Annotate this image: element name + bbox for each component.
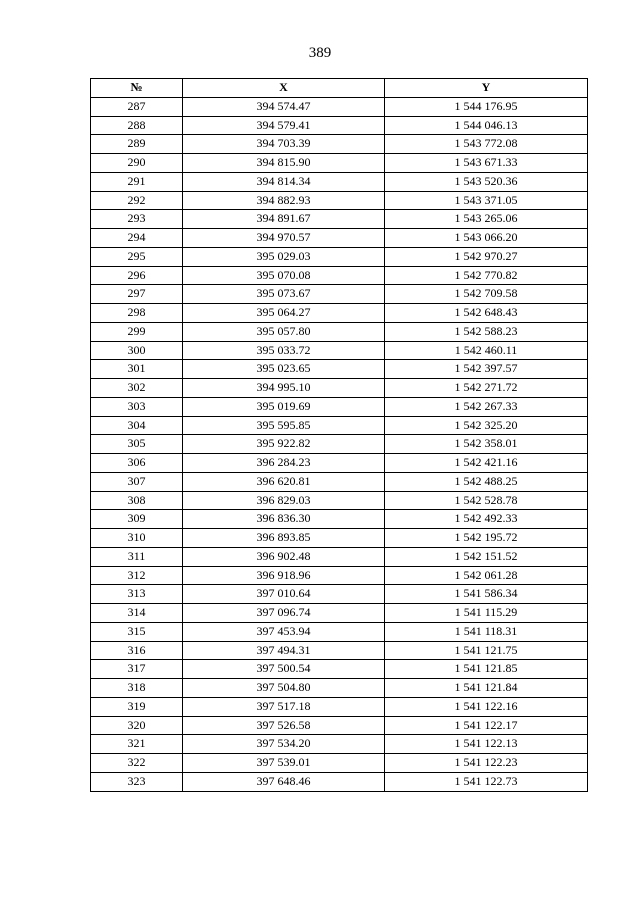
table-row: [91, 416, 588, 435]
cell-x: 395 073.67: [183, 285, 385, 304]
table-row: [91, 172, 588, 191]
cell-x: 394 574.47: [183, 97, 385, 116]
cell-x: 397 534.20: [183, 735, 385, 754]
table-row: [91, 247, 588, 266]
cell-y: 1 542 271.72: [385, 379, 588, 398]
cell-x: 395 029.03: [183, 247, 385, 266]
cell-x: 397 010.64: [183, 585, 385, 604]
cell-y: 1 542 397.57: [385, 360, 588, 379]
cell-y: 1 541 122.16: [385, 697, 588, 716]
cell-y: 1 541 586.34: [385, 585, 588, 604]
cell-number: 304: [91, 416, 183, 435]
cell-y: 1 543 265.06: [385, 210, 588, 229]
cell-y: 1 542 528.78: [385, 491, 588, 510]
cell-y: 1 542 648.43: [385, 304, 588, 323]
cell-y: 1 544 046.13: [385, 116, 588, 135]
coordinates-table: [90, 78, 588, 792]
table-row: [91, 491, 588, 510]
cell-x: 394 579.41: [183, 116, 385, 135]
cell-x: 396 902.48: [183, 547, 385, 566]
cell-y: 1 544 176.95: [385, 97, 588, 116]
cell-number: 294: [91, 229, 183, 248]
cell-number: 301: [91, 360, 183, 379]
cell-x: 395 019.69: [183, 397, 385, 416]
cell-y: 1 541 115.29: [385, 604, 588, 623]
cell-number: 313: [91, 585, 183, 604]
cell-x: 396 829.03: [183, 491, 385, 510]
table-row: [91, 435, 588, 454]
cell-x: 394 970.57: [183, 229, 385, 248]
table-row: [91, 529, 588, 548]
cell-y: 1 543 066.20: [385, 229, 588, 248]
cell-number: 308: [91, 491, 183, 510]
table-row: [91, 266, 588, 285]
cell-y: 1 541 122.17: [385, 716, 588, 735]
cell-number: 303: [91, 397, 183, 416]
cell-x: 395 922.82: [183, 435, 385, 454]
cell-y: 1 541 121.75: [385, 641, 588, 660]
table-row: [91, 135, 588, 154]
cell-x: 395 595.85: [183, 416, 385, 435]
cell-y: 1 542 151.52: [385, 547, 588, 566]
cell-number: 310: [91, 529, 183, 548]
cell-x: 397 648.46: [183, 772, 385, 791]
cell-y: 1 543 772.08: [385, 135, 588, 154]
cell-number: 296: [91, 266, 183, 285]
cell-number: 322: [91, 754, 183, 773]
table-row: [91, 679, 588, 698]
table-row: [91, 510, 588, 529]
table-row: [91, 604, 588, 623]
table-row: [91, 566, 588, 585]
cell-number: 307: [91, 472, 183, 491]
cell-x: 395 070.08: [183, 266, 385, 285]
cell-number: 288: [91, 116, 183, 135]
table-row: [91, 285, 588, 304]
header-x: X: [183, 79, 385, 98]
cell-x: 397 526.58: [183, 716, 385, 735]
cell-y: 1 542 325.20: [385, 416, 588, 435]
cell-y: 1 541 122.73: [385, 772, 588, 791]
table-row: [91, 154, 588, 173]
page-number: 389: [308, 45, 332, 61]
cell-number: 312: [91, 566, 183, 585]
cell-number: 291: [91, 172, 183, 191]
cell-number: 306: [91, 454, 183, 473]
cell-number: 314: [91, 604, 183, 623]
cell-y: 1 542 488.25: [385, 472, 588, 491]
table-row: [91, 585, 588, 604]
table-row: [91, 210, 588, 229]
table-row: [91, 341, 588, 360]
cell-number: 305: [91, 435, 183, 454]
cell-y: 1 543 371.05: [385, 191, 588, 210]
cell-number: 320: [91, 716, 183, 735]
cell-y: 1 542 588.23: [385, 322, 588, 341]
cell-number: 289: [91, 135, 183, 154]
table-row: [91, 304, 588, 323]
cell-number: 299: [91, 322, 183, 341]
table-row: [91, 772, 588, 791]
table-row: [91, 229, 588, 248]
cell-x: 395 023.65: [183, 360, 385, 379]
table-row: [91, 379, 588, 398]
table-row: [91, 191, 588, 210]
cell-y: 1 542 460.11: [385, 341, 588, 360]
table-row: [91, 397, 588, 416]
cell-y: 1 542 770.82: [385, 266, 588, 285]
cell-x: 394 703.39: [183, 135, 385, 154]
cell-number: 321: [91, 735, 183, 754]
table-row: [91, 716, 588, 735]
table-row: [91, 547, 588, 566]
cell-y: 1 542 970.27: [385, 247, 588, 266]
cell-y: 1 543 520.36: [385, 172, 588, 191]
cell-y: 1 541 121.85: [385, 660, 588, 679]
cell-y: 1 542 061.28: [385, 566, 588, 585]
cell-x: 395 033.72: [183, 341, 385, 360]
cell-y: 1 542 421.16: [385, 454, 588, 473]
cell-number: 317: [91, 660, 183, 679]
cell-number: 298: [91, 304, 183, 323]
cell-x: 397 096.74: [183, 604, 385, 623]
cell-number: 290: [91, 154, 183, 173]
cell-number: 302: [91, 379, 183, 398]
cell-x: 394 882.93: [183, 191, 385, 210]
table-body: [91, 97, 588, 791]
cell-x: 397 504.80: [183, 679, 385, 698]
cell-number: 316: [91, 641, 183, 660]
table-row: [91, 660, 588, 679]
header-number: №: [91, 79, 183, 98]
cell-x: 397 517.18: [183, 697, 385, 716]
table-row: [91, 697, 588, 716]
header-y: Y: [385, 79, 588, 98]
table-row: [91, 454, 588, 473]
cell-number: 319: [91, 697, 183, 716]
table-row: [91, 360, 588, 379]
cell-number: 315: [91, 622, 183, 641]
cell-x: 394 815.90: [183, 154, 385, 173]
cell-number: 295: [91, 247, 183, 266]
cell-x: 394 814.34: [183, 172, 385, 191]
cell-x: 394 891.67: [183, 210, 385, 229]
cell-x: 396 284.23: [183, 454, 385, 473]
cell-number: 300: [91, 341, 183, 360]
cell-number: 297: [91, 285, 183, 304]
table-row: [91, 472, 588, 491]
table-row: [91, 735, 588, 754]
cell-x: 394 995.10: [183, 379, 385, 398]
cell-y: 1 541 122.23: [385, 754, 588, 773]
cell-y: 1 542 492.33: [385, 510, 588, 529]
table-header-row: [91, 79, 588, 98]
table-row: [91, 641, 588, 660]
cell-y: 1 543 671.33: [385, 154, 588, 173]
cell-x: 396 620.81: [183, 472, 385, 491]
cell-y: 1 541 121.84: [385, 679, 588, 698]
cell-x: 395 064.27: [183, 304, 385, 323]
cell-number: 323: [91, 772, 183, 791]
cell-number: 309: [91, 510, 183, 529]
cell-x: 397 539.01: [183, 754, 385, 773]
cell-number: 287: [91, 97, 183, 116]
cell-y: 1 542 195.72: [385, 529, 588, 548]
cell-y: 1 542 267.33: [385, 397, 588, 416]
table-row: [91, 754, 588, 773]
cell-number: 292: [91, 191, 183, 210]
cell-x: 396 918.96: [183, 566, 385, 585]
cell-x: 396 836.30: [183, 510, 385, 529]
table-row: [91, 97, 588, 116]
table-row: [91, 116, 588, 135]
cell-y: 1 542 358.01: [385, 435, 588, 454]
cell-x: 397 500.54: [183, 660, 385, 679]
cell-x: 395 057.80: [183, 322, 385, 341]
cell-y: 1 541 118.31: [385, 622, 588, 641]
cell-y: 1 541 122.13: [385, 735, 588, 754]
cell-y: 1 542 709.58: [385, 285, 588, 304]
cell-number: 311: [91, 547, 183, 566]
cell-number: 293: [91, 210, 183, 229]
table-row: [91, 322, 588, 341]
table-row: [91, 622, 588, 641]
cell-x: 396 893.85: [183, 529, 385, 548]
cell-x: 397 453.94: [183, 622, 385, 641]
cell-x: 397 494.31: [183, 641, 385, 660]
cell-number: 318: [91, 679, 183, 698]
